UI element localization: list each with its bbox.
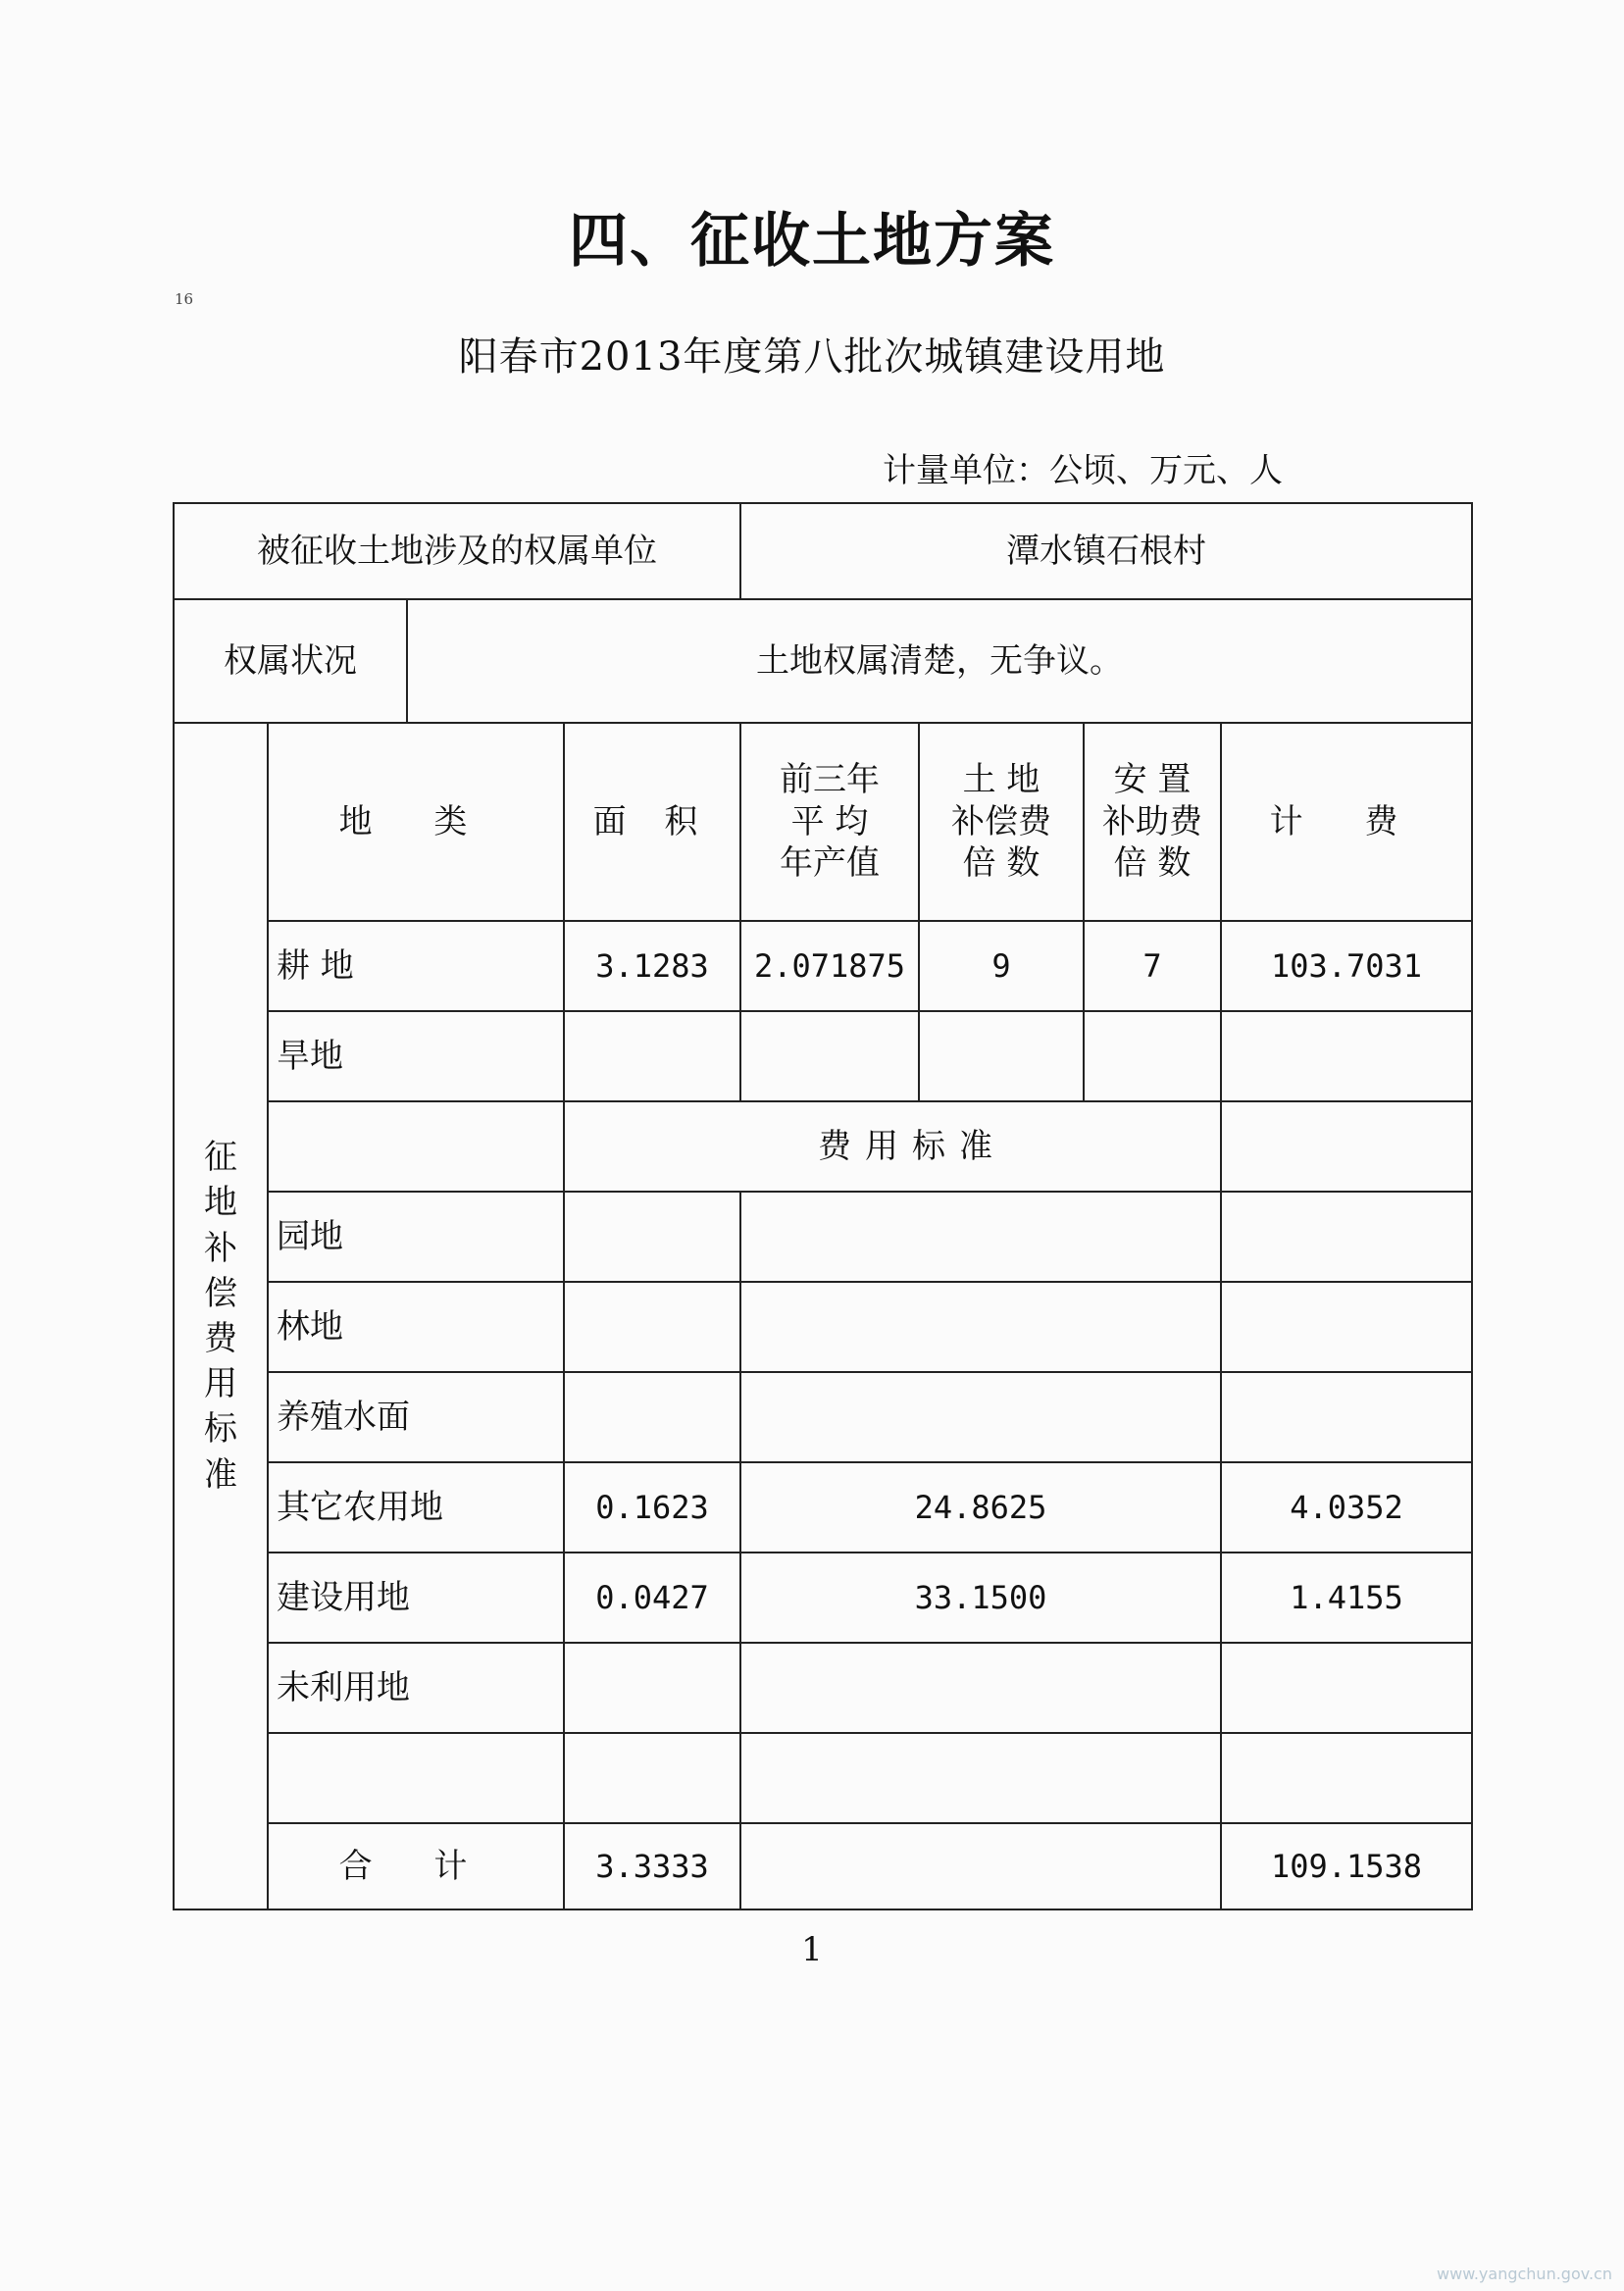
row-blank-standard (739, 1732, 1222, 1824)
header-land-comp-multiple: 土 地 补偿费 倍 数 (918, 722, 1085, 922)
section-label-char: 用 (204, 1364, 237, 1404)
section-label-char: 费 (204, 1319, 237, 1358)
ownership-status-value: 土地权属清楚，无争议。 (406, 598, 1473, 724)
total-fee: 109.1538 (1220, 1822, 1473, 1910)
total-standard-blank (739, 1822, 1222, 1910)
header-land-type: 地 类 (267, 722, 565, 922)
row-unused-standard (739, 1642, 1222, 1734)
row-cultivated-area: 3.1283 (563, 920, 741, 1012)
row-aquaculture-fee (1220, 1371, 1473, 1463)
row-construction-standard: 33.1500 (739, 1552, 1222, 1644)
row-other-agri-fee: 4.0352 (1220, 1461, 1473, 1553)
row-blank-fee (1220, 1732, 1473, 1824)
row-forest-fee (1220, 1281, 1473, 1373)
row-garden-type: 园地 (267, 1191, 565, 1283)
total-area: 3.3333 (563, 1822, 741, 1910)
section-label-char: 标 (204, 1409, 237, 1450)
row-unused-area (563, 1642, 741, 1734)
section-label-char: 偿 (204, 1273, 237, 1313)
row-cultivated-type: 耕 地 (267, 920, 565, 1012)
section-label-char: 征 (204, 1138, 237, 1178)
row-garden-fee (1220, 1191, 1473, 1283)
row-dry-land-land-comp (918, 1010, 1085, 1102)
header-avg-output: 前三年 平 均 年产值 (739, 722, 920, 922)
owner-value: 潭水镇石根村 (739, 502, 1473, 600)
row-other-agri-standard: 24.8625 (739, 1461, 1222, 1553)
row-cultivated-resettle: 7 (1083, 920, 1222, 1012)
row-forest-standard (739, 1281, 1222, 1373)
compensation-section-label (173, 722, 269, 1910)
row-cultivated-land-comp: 9 (918, 920, 1085, 1012)
total-label: 合 计 (267, 1822, 565, 1910)
owner-label: 被征收土地涉及的权属单位 (173, 502, 741, 600)
row-construction-area: 0.0427 (563, 1552, 741, 1644)
row-cultivated-avg-output: 2.071875 (739, 920, 920, 1012)
section-label-char: 补 (204, 1228, 237, 1268)
row-unused-fee (1220, 1642, 1473, 1734)
row-dry-land-avg-output (739, 1010, 920, 1102)
row-other-agri-area: 0.1623 (563, 1461, 741, 1553)
standard-header-text: 费用标准 (818, 1126, 1006, 1166)
row-garden-area (563, 1191, 741, 1283)
row-garden-standard (739, 1191, 1222, 1283)
row-dry-land-fee (1220, 1010, 1473, 1102)
header-area: 面 积 (563, 722, 741, 922)
row-dry-land-type: 旱地 (267, 1010, 565, 1102)
header-fee: 计 费 (1220, 722, 1473, 922)
header-resettle-multiple: 安 置 补助费 倍 数 (1083, 722, 1222, 922)
row-construction-type: 建设用地 (267, 1552, 565, 1644)
ownership-status-label: 权属状况 (173, 598, 408, 724)
standard-header-fee-blank (1220, 1100, 1473, 1193)
row-aquaculture-standard (739, 1371, 1222, 1463)
row-aquaculture-type: 养殖水面 (267, 1371, 565, 1463)
row-blank-type (267, 1732, 565, 1824)
unit-note: 计量单位：公顷、万元、人 (883, 451, 1283, 490)
row-unused-type: 未利用地 (267, 1642, 565, 1734)
site-watermark: www.yangchun.gov.cn (1437, 2265, 1612, 2283)
page-title: 四、征收土地方案 (569, 207, 1055, 276)
section-label-char: 地 (204, 1183, 237, 1223)
row-forest-area (563, 1281, 741, 1373)
row-dry-land-area (563, 1010, 741, 1102)
section-label-char: 准 (204, 1454, 237, 1495)
page-mark: 16 (175, 290, 194, 308)
row-forest-type: 林地 (267, 1281, 565, 1373)
row-dry-land-resettle (1083, 1010, 1222, 1102)
row-aquaculture-area (563, 1371, 741, 1463)
row-blank-area (563, 1732, 741, 1824)
document-subtitle: 阳春市2013年度第八批次城镇建设用地 (458, 334, 1166, 380)
page-number: 1 (801, 1930, 823, 1969)
row-cultivated-fee: 103.7031 (1220, 920, 1473, 1012)
standard-header (563, 1100, 1222, 1193)
standard-header-blank (267, 1100, 565, 1193)
row-construction-fee: 1.4155 (1220, 1552, 1473, 1644)
row-other-agri-type: 其它农用地 (267, 1461, 565, 1553)
